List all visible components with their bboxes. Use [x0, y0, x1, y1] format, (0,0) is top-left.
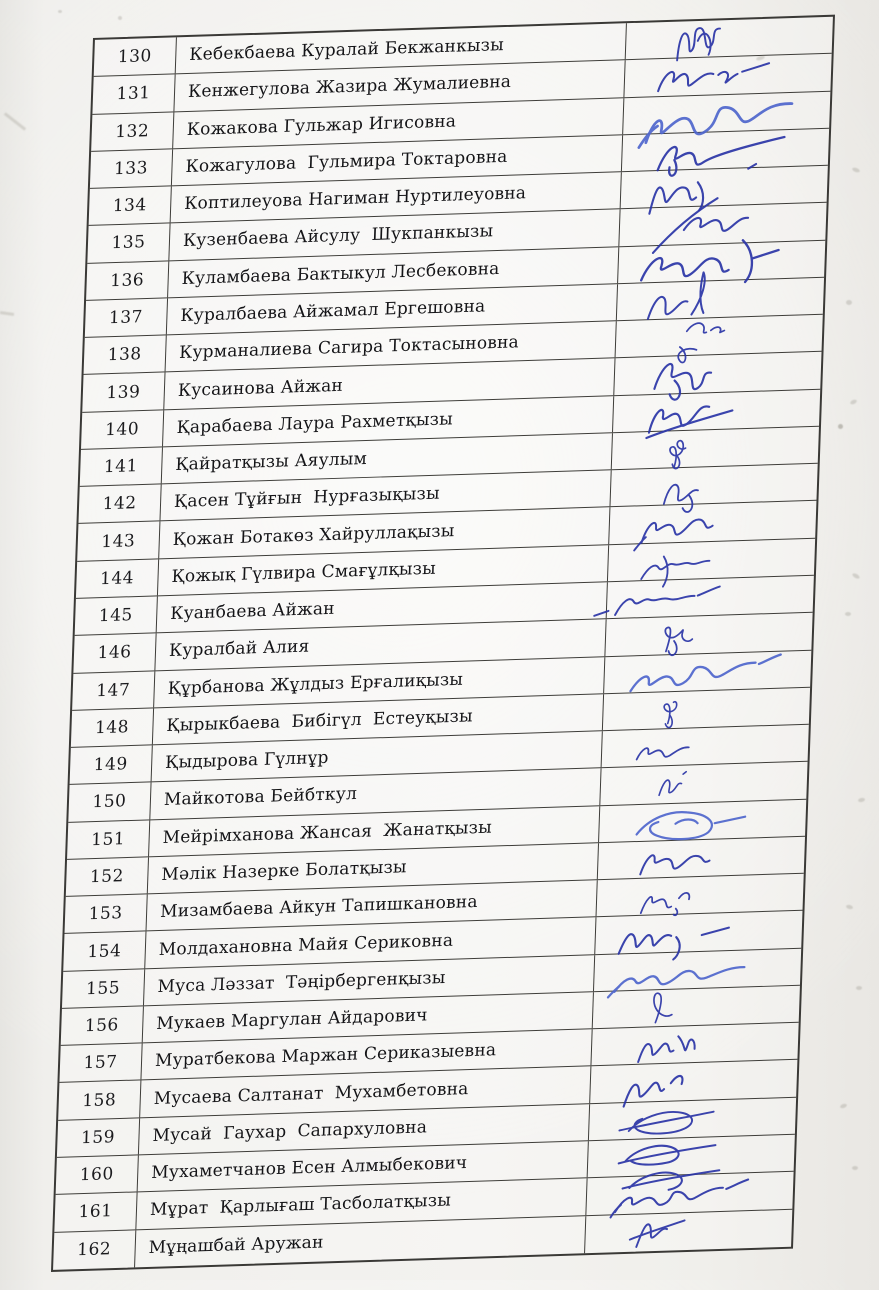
- row-name: Қайратқызы Аяулым: [162, 433, 613, 483]
- row-name: Коптилеуова Нагиман Нуртилеуовна: [171, 172, 622, 222]
- row-name: Молдахановна Майя Сериковна: [145, 918, 596, 968]
- row-number: 134: [89, 186, 172, 225]
- row-number: 144: [76, 559, 159, 598]
- signature-cell: [590, 1060, 797, 1103]
- signature-cell: [622, 129, 829, 172]
- row-number: 136: [86, 261, 169, 300]
- signature-cell: [593, 986, 800, 1029]
- signature-cell: [626, 17, 833, 60]
- row-number: 141: [80, 447, 163, 486]
- row-name: Кусаинова Айжан: [164, 359, 615, 409]
- row-number: 139: [82, 373, 165, 412]
- signature-cell: [602, 725, 809, 768]
- row-name: Куралбаева Айжамал Ергешовна: [167, 284, 618, 334]
- signature-cell: [597, 874, 804, 917]
- row-name: Қожан Ботакөз Хайруллақызы: [159, 508, 610, 558]
- signature-cell: [621, 166, 828, 209]
- signature-cell: [604, 650, 811, 693]
- row-number: 131: [92, 75, 175, 114]
- row-number: 148: [71, 708, 154, 747]
- signature-cell: [623, 91, 830, 134]
- signature-cell: [594, 948, 801, 991]
- row-name: Мусай Гаухар Сапархуловна: [139, 1104, 590, 1154]
- row-number: 140: [81, 410, 164, 449]
- row-name: Муратбекова Маржан Сериказыевна: [141, 1029, 592, 1079]
- signature-cell: [585, 1209, 792, 1253]
- scan-speck: [852, 572, 861, 579]
- row-number: 150: [68, 783, 151, 822]
- row-name: Куанбаева Айжан: [157, 582, 608, 632]
- row-name: Куралбай Алия: [155, 619, 606, 669]
- signature-cell: [608, 538, 815, 581]
- row-number: 142: [78, 485, 161, 524]
- scan-speck: [838, 424, 843, 429]
- scan-speck: [856, 986, 862, 990]
- row-name: Қожық Гүлвира Смағұлқызы: [158, 545, 609, 595]
- row-name: Мұңашбай Аружан: [135, 1216, 586, 1267]
- row-number: 155: [62, 969, 145, 1008]
- row-number: 132: [91, 112, 174, 151]
- row-number: 143: [77, 522, 160, 561]
- row-number: 152: [66, 857, 149, 896]
- row-number: 130: [94, 37, 177, 76]
- row-name: Мұрат Қарлығаш Тасболатқызы: [136, 1178, 587, 1228]
- scan-speck: [846, 904, 854, 910]
- signature-cell: [624, 54, 831, 97]
- row-name: Кожакова Гульжар Игисовна: [173, 98, 624, 148]
- scan-speck: [840, 1103, 848, 1109]
- signature-cell: [609, 501, 816, 544]
- row-number: 157: [59, 1044, 142, 1083]
- signature-cell: [617, 278, 824, 321]
- signature-cell: [603, 688, 810, 731]
- row-name: Кенжегулова Жазира Жумалиевна: [174, 60, 625, 110]
- signature-cell: [595, 911, 802, 954]
- scan-scratch: [0, 311, 14, 316]
- signature-cell: [605, 613, 812, 656]
- signature-cell: [613, 389, 820, 432]
- signature-cell: [588, 1135, 795, 1178]
- signature-cell: [607, 576, 814, 619]
- signature-cell: [600, 762, 807, 805]
- scan-speck: [858, 797, 866, 802]
- row-number: 147: [72, 671, 155, 710]
- row-number: 158: [58, 1081, 141, 1120]
- row-name: Майкотова Бейбткул: [150, 769, 601, 819]
- row-number: 151: [67, 820, 150, 859]
- row-name: Курманалиева Сагира Токтасыновна: [166, 321, 617, 371]
- scan-speck: [849, 399, 857, 406]
- row-name: Мейрімханова Жансая Жанатқызы: [149, 806, 600, 856]
- signature-cell: [610, 464, 817, 507]
- row-name: Кожагулова Гульмира Токтаровна: [172, 135, 623, 185]
- row-name: Мизамбаева Айкун Тапишкановна: [147, 880, 598, 930]
- signature-cell: [618, 240, 825, 283]
- row-name: Мәлік Назерке Болатқызы: [148, 843, 599, 893]
- row-name: Мукаев Маргулан Айдарович: [143, 992, 594, 1042]
- row-number: 162: [53, 1230, 136, 1270]
- signature-cell: [616, 315, 823, 358]
- row-name: Қырыкбаева Бибігүл Естеуқызы: [153, 694, 604, 744]
- row-name: Кебекбаева Куралай Бекжанкызы: [176, 23, 627, 73]
- signature-cell: [619, 203, 826, 246]
- row-number: 159: [57, 1118, 140, 1157]
- row-name: Мусаева Салтанат Мухамбетовна: [140, 1067, 591, 1117]
- row-name: Мухаметчанов Есен Алмыбекович: [138, 1141, 589, 1191]
- row-number: 154: [63, 932, 146, 971]
- scan-scratch: [4, 112, 26, 130]
- scan-speck: [852, 1166, 858, 1170]
- row-number: 160: [56, 1155, 139, 1194]
- row-number: 138: [84, 335, 167, 374]
- row-number: 161: [54, 1193, 137, 1232]
- row-number: 135: [87, 224, 170, 263]
- attendance-table: [51, 15, 835, 1272]
- row-number: 137: [85, 298, 168, 337]
- row-number: 149: [70, 745, 153, 784]
- row-name: Құрбанова Жұлдыз Ерғалиқызы: [154, 657, 605, 707]
- scan-speck: [846, 300, 852, 305]
- scan-speck: [58, 10, 62, 13]
- scan-speck: [118, 16, 122, 20]
- signature-cell: [614, 352, 821, 395]
- signature-cell: [598, 837, 805, 880]
- row-name: Куламбаева Бактыкул Лесбековна: [168, 247, 619, 297]
- row-number: 146: [73, 634, 156, 673]
- row-name: Қарабаева Лаура Рахметқызы: [163, 396, 614, 446]
- signature-cell: [589, 1097, 796, 1140]
- signature-cell: [599, 799, 806, 842]
- row-name: Қыдырова Гүлнұр: [152, 731, 603, 781]
- row-number: 133: [90, 149, 173, 188]
- scan-speck: [852, 167, 861, 173]
- signature-cell: [591, 1023, 798, 1066]
- scan-speck: [845, 612, 851, 616]
- row-number: 153: [65, 894, 148, 933]
- row-name: Кузенбаева Айсулу Шукпанкызы: [169, 210, 620, 260]
- row-number: 156: [61, 1006, 144, 1045]
- signature-cell: [612, 427, 819, 470]
- row-number: 145: [75, 596, 158, 635]
- row-name: Муса Ләззат Тәңірбергенқызы: [144, 955, 595, 1005]
- row-name: Қасен Тұйғын Нурғазықызы: [160, 470, 611, 520]
- signature-cell: [586, 1172, 793, 1215]
